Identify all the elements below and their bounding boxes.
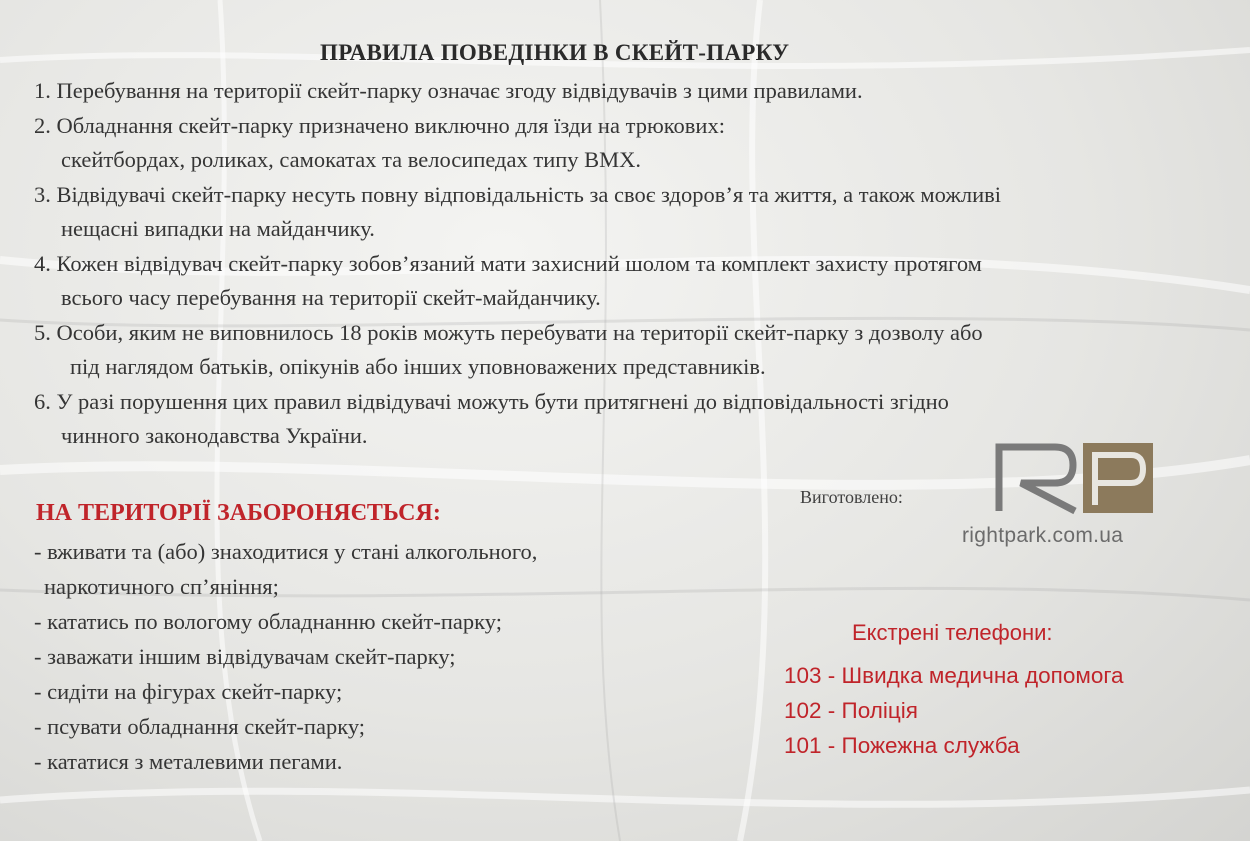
- rule-5-continuation: під наглядом батьків, опікунів або інших уповноважених представників.: [70, 354, 766, 379]
- page-title: ПРАВИЛА ПОВЕДІНКИ В СКЕЙТ-ПАРКУ: [320, 40, 790, 65]
- made-by-label: Виготовлено:: [800, 487, 903, 507]
- rule-3-line: 3. Відвідувачі скейт-парку несуть повну відповідальність за своє здоров’я та життя, а також можливі: [34, 181, 1002, 207]
- rule-6-continuation: чинного законодавства України.: [61, 423, 368, 448]
- phone-ambulance: 103 - Швидка медична допомога: [784, 663, 1124, 688]
- forbidden-item: [34, 639, 754, 674]
- forbidden-heading: НА ТЕРИТОРІЇ ЗАБОРОНЯЄТЬСЯ:: [36, 500, 441, 526]
- rule-2: [34, 109, 1224, 178]
- rule-5-line: 5. Особи, яким не виповнилось 18 років можуть перебувати на території скейт-парку з дозволу або: [34, 319, 983, 345]
- forbidden-item-continuation: наркотичного сп’яніння;: [44, 574, 279, 599]
- rule-4-continuation: всього часу перебування на території скейт-майданчику.: [61, 285, 601, 310]
- rules-list: [34, 74, 1224, 454]
- rule-3-continuation: нещасні випадки на майданчику.: [61, 216, 375, 241]
- rule-4: [34, 247, 1224, 316]
- emergency-heading: Екстрені телефони:: [852, 620, 1053, 645]
- forbidden-item-line: - заважати іншим відвідувачам скейт-парку;: [34, 644, 456, 669]
- forbidden-item: [34, 604, 754, 639]
- forbidden-list: [34, 534, 754, 779]
- rule-3: [34, 178, 1224, 247]
- rule-2-continuation: скейтбордах, роликах, самокатах та велосипедах типу BMX.: [61, 147, 642, 172]
- rule-2-line: 2. Обладнання скейт-парку призначено виключно для їзди на трюкових:: [34, 112, 725, 138]
- forbidden-item-line: - вживати та (або) знаходитися у стані алкогольного,: [34, 539, 538, 564]
- forbidden-item-line: - кататися з металевими пегами.: [34, 749, 343, 774]
- phone-fire: 101 - Пожежна служба: [784, 733, 1020, 758]
- rightpark-logo-icon: [993, 437, 1158, 517]
- rule-1-line: 1. Перебування на території скейт-парку означає згоду відвідувачів з цими правилами.: [34, 78, 863, 103]
- forbidden-item-line: - псувати обладнання скейт-парку;: [34, 714, 366, 739]
- forbidden-item: [34, 744, 754, 779]
- forbidden-item-line: - кататись по вологому обладнанню скейт-парку;: [34, 609, 502, 634]
- rule-6-line: 6. У разі порушення цих правил відвідувачі можуть бути притягнені до відповідальності згідно: [34, 388, 949, 414]
- emergency-phones-list: [784, 658, 1124, 763]
- forbidden-item: [34, 534, 754, 604]
- rule-1: [34, 74, 1224, 109]
- forbidden-item: [34, 674, 754, 709]
- website-link: rightpark.com.ua: [962, 524, 1124, 547]
- forbidden-item-line: - сидіти на фігурах скейт-парку;: [34, 679, 343, 704]
- rule-5: [34, 316, 1224, 385]
- phone-police: 102 - Поліція: [784, 698, 918, 723]
- rule-4-line: 4. Кожен відвідувач скейт-парку зобов’язаний мати захисний шолом та комплект захисту протягом: [34, 250, 982, 276]
- forbidden-item: [34, 709, 754, 744]
